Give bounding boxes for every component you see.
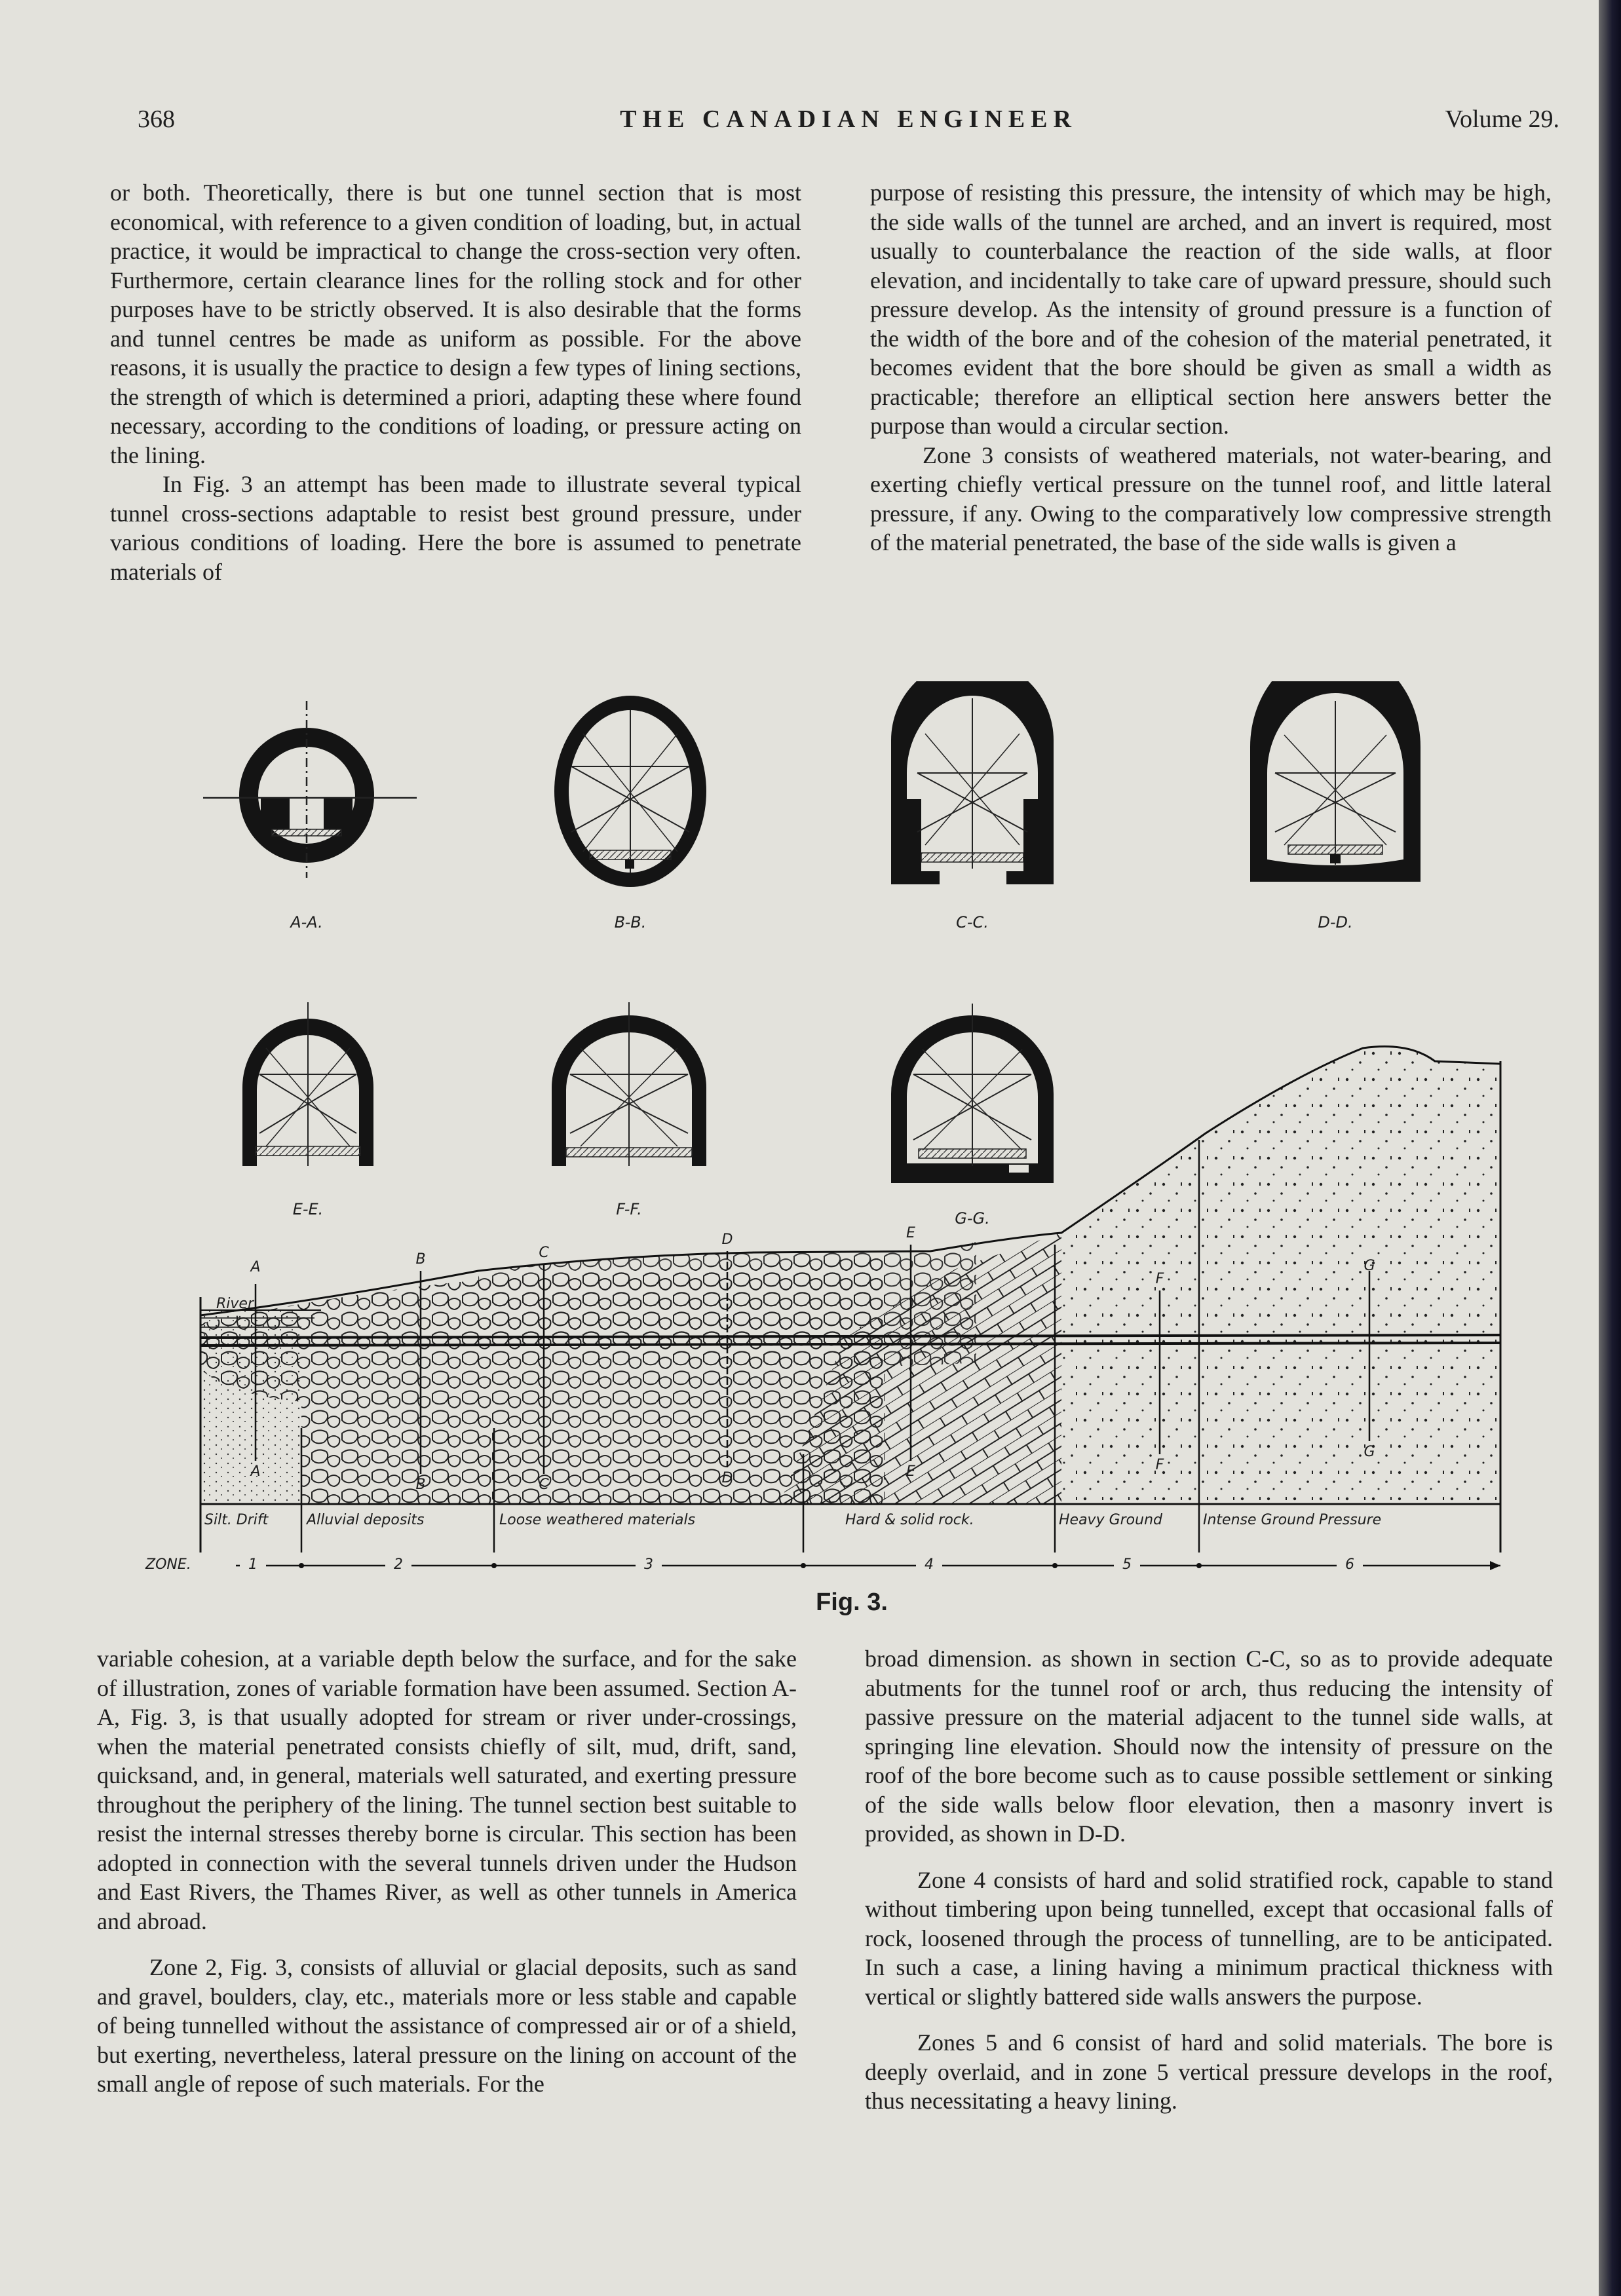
- marker-e-bottom: E: [906, 1463, 915, 1480]
- section-b-b: [554, 696, 706, 887]
- marker-a-bottom: A: [250, 1463, 261, 1480]
- zone-number-6: 6: [1337, 1556, 1363, 1573]
- river-label: River: [216, 1296, 254, 1312]
- page-number: 368: [138, 105, 175, 133]
- journal-title: THE CANADIAN ENGINEER: [620, 105, 1077, 133]
- material-label-silt: Silt. Drift: [204, 1512, 269, 1528]
- column-top-right: [870, 178, 1552, 557]
- section-g-g: [891, 1004, 1054, 1183]
- material-label-alluvial: Alluvial deposits: [307, 1512, 425, 1528]
- section-label-d-d: D-D.: [1318, 913, 1353, 932]
- section-label-f-f: F-F.: [616, 1200, 642, 1218]
- zone-number-5: 5: [1114, 1556, 1140, 1573]
- material-label-intense-pressure: Intense Ground Pressure: [1203, 1512, 1382, 1528]
- figure-drawing: [190, 681, 1514, 1579]
- marker-g-top: G: [1364, 1258, 1375, 1274]
- material-label-hard-rock: Hard & solid rock.: [845, 1512, 974, 1528]
- marker-g-bottom: G: [1364, 1444, 1375, 1460]
- material-label-heavy-ground: Heavy Ground: [1059, 1512, 1162, 1528]
- paragraph: or both. Theoretically, there is but one tunnel section that is most economical, with reference to a given condition of loading, but, in actual practice, it would be impractical to change the cross-section very often. Furthermore, certain clearance lines for the rolling stock and for other purposes have to be strictly observed. It is also desirable that the forms and tunnel centres be made as uniform as possible. For the above reasons, it is usually the practice to design a few types of lining sections, the strength of which is determined a priori, adapting these where found necessary, according to the conditions of loading, or pressure acting on the lining.: [110, 179, 801, 468]
- page-edge-shadow: [1599, 0, 1621, 2296]
- section-c-c: [891, 681, 1054, 884]
- section-label-c-c: C-C.: [956, 913, 989, 932]
- marker-b-top: B: [415, 1251, 426, 1268]
- paragraph: purpose of resisting this pressure, the intensity of which may be high, the side walls of the tunnel are arched, and an invert is required, most usually to counterbalance the reaction of the side walls, at floor elevation, and incidentally to take care of upward pressure, should such pressure develop. As the intensity of ground pressure is a function of the width of the bore and of the cohesion of the material penetrated, it becomes evident that the bore should be given as small a width as practicable; therefore an elliptical section here answers better the purpose than would a circular section.: [870, 179, 1552, 439]
- marker-f-top: F: [1155, 1271, 1164, 1287]
- paragraph: Zone 4 consists of hard and solid stratified rock, capable to stand without timbering upon being tunnelled, except that occasional falls of rock, loosened through the process of tunnelling, are to be anticipated. In such a case, a lining having a minimum practical thickness with vertical or slightly battered side walls answers the purpose.: [865, 1866, 1553, 2010]
- section-a-a: [203, 701, 417, 878]
- section-label-e-e: E-E.: [292, 1200, 324, 1218]
- zone-number-3: 3: [636, 1556, 662, 1573]
- paragraph: variable cohesion, at a variable depth below the surface, and for the sake of illustration, zones of variable formation have been assumed. Section A-A, Fig. 3, is that usually adopted for stream or river under-crossings, when the material penetrated consists chiefly of silt, mud, drift, sand, quicksand, and, in general, materials well saturated, and exerting pressure throughout the periphery of the lining. The tunnel section best suitable to resist the internal stresses thereby borne is circular. This section has been adopted in connection with the several tunnels driven under the Hudson and East Rivers, the Thames River, as well as other tunnels in America and abroad.: [97, 1646, 797, 1934]
- running-header: [138, 105, 1559, 144]
- paragraph: In Fig. 3 an attempt has been made to illustrate several typical tunnel cross-sections adaptable to resist best ground pressure, under various conditions of loading. Here the bore is assumed to penetrate materials of: [110, 471, 801, 585]
- zone-number-1: 1: [240, 1556, 266, 1573]
- section-label-g-g: G-G.: [955, 1209, 990, 1228]
- section-e-e: [242, 1002, 373, 1166]
- marker-b-bottom: B: [415, 1477, 426, 1493]
- column-bottom-right: [865, 1644, 1553, 2116]
- column-bottom-left: [97, 1644, 797, 2099]
- section-f-f: [552, 1002, 706, 1166]
- section-label-b-b: B-B.: [614, 913, 647, 932]
- paragraph: Zone 3 consists of weathered materials, not water-bearing, and exerting chiefly vertical pressure on the tunnel roof, and little lateral pressure, if any. Owing to the comparatively low compressive strength of the material penetrated, the base of the side walls is given a: [870, 442, 1552, 555]
- marker-a-top: A: [250, 1259, 261, 1275]
- paragraph: Zones 5 and 6 consist of hard and solid materials. The bore is deeply overlaid, and in zone 5 vertical pressure develops in the roof, thus necessitating a heavy lining.: [865, 2029, 1553, 2114]
- material-label-weathered: Loose weathered materials: [499, 1512, 696, 1528]
- zone-number-2: 2: [385, 1556, 411, 1573]
- figure-tunnel-sections: [145, 681, 1514, 1625]
- column-top-left: [110, 178, 801, 586]
- paragraph: Zone 2, Fig. 3, consists of alluvial or glacial deposits, such as sand and gravel, boulders, clay, etc., materials more or less stable and capable of being tunnelled without the assistance of compressed air or of a shield, but exerting, nevertheless, lateral pressure on the lining on account of the small angle of repose of such materials. For the: [97, 1954, 797, 2097]
- figure-caption: Fig. 3.: [816, 1589, 888, 1616]
- zone-number-4: 4: [916, 1556, 942, 1573]
- marker-e-top: E: [906, 1225, 915, 1241]
- marker-c-bottom: C: [539, 1477, 549, 1493]
- marker-f-bottom: F: [1155, 1457, 1164, 1473]
- geological-profile: [200, 1047, 1500, 1571]
- marker-c-top: C: [539, 1245, 549, 1261]
- section-d-d: [1250, 681, 1421, 882]
- marker-d-top: D: [721, 1232, 733, 1248]
- zone-label: ZONE.: [145, 1556, 191, 1573]
- marker-d-bottom: D: [721, 1470, 733, 1486]
- paragraph: broad dimension. as shown in section C-C, so as to provide adequate abutments for the tunnel roof or arch, thus reducing the intensity of passive pressure on the material adjacent to the tunnel side walls, at springing line elevation. Should now the intensity of pressure on the roof of the bore become such as to cause possible settlement or sinking of the side walls below floor elevation, then a masonry invert is provided, as shown in D-D.: [865, 1646, 1553, 1847]
- section-label-a-a: A-A.: [290, 913, 323, 932]
- volume-label: Volume 29.: [1445, 105, 1559, 133]
